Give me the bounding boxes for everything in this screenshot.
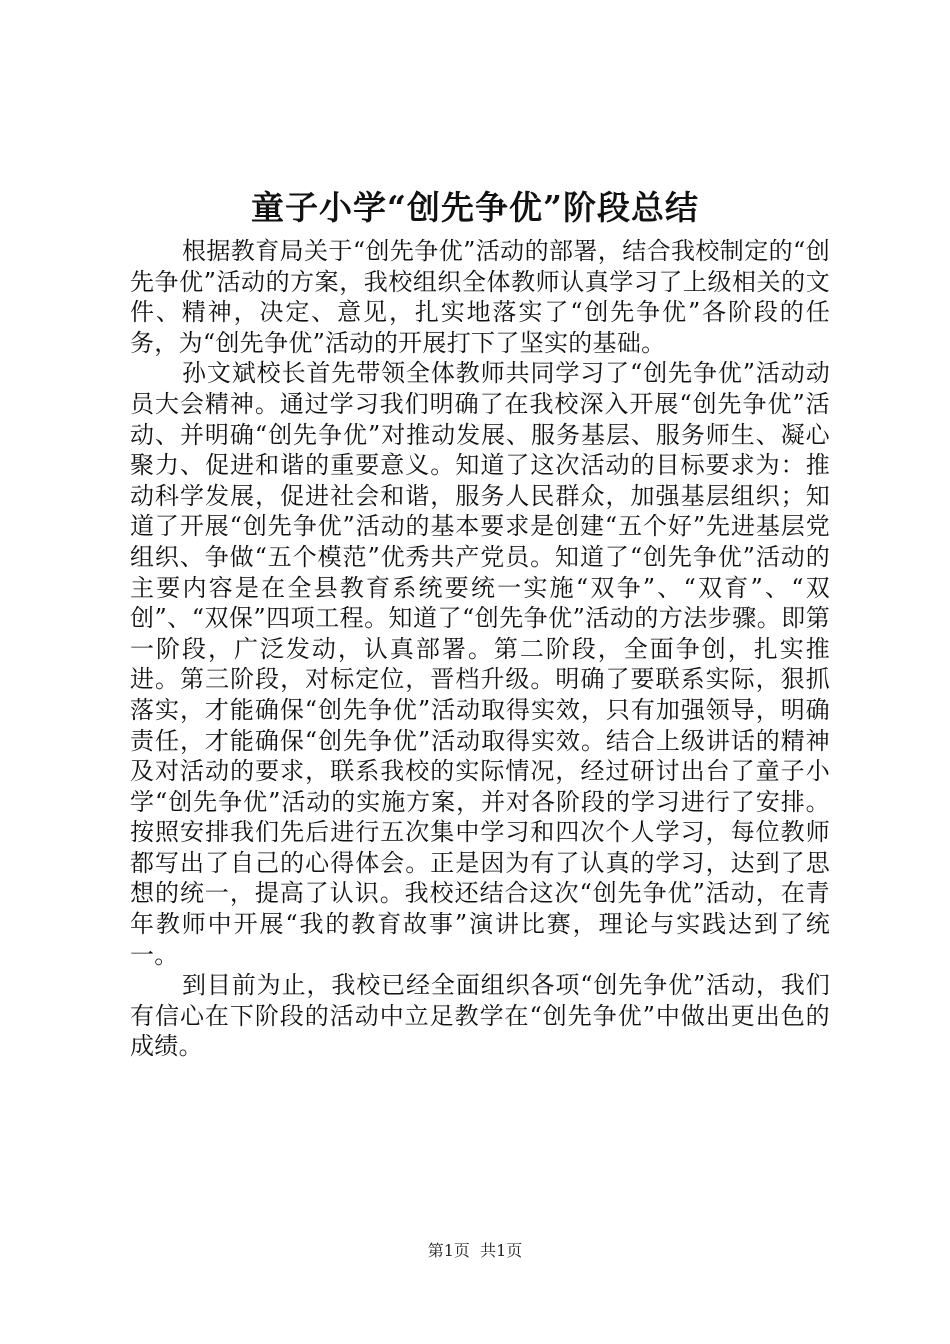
- page-number-label: 第1页 共1页: [427, 1241, 523, 1260]
- document-body: [130, 236, 830, 1062]
- page-footer: [0, 1240, 950, 1262]
- paragraph-3: 到目前为止，我校已经全面组织各项“创先争优”活动，我们有信心在下阶段的活动中立足教学在“创先争优”中做出更出色的成绩。: [130, 971, 830, 1061]
- document-title: 童子小学“创先争优”阶段总结: [251, 188, 699, 227]
- paragraph-2: 孙文斌校长首先带领全体教师共同学习了“创先争优”活动动员大会精神。通过学习我们明确了在我校深入开展“创先争优”活动、并明确“创先争优”对推动发展、服务基层、服务师生、凝心聚力、促进和谐的重要意义。知道了这次活动的目标要求为：推动科学发展，促进社会和谐，服务人民群众，加强基层组织；知道了开展“创先争优”活动的基本要求是创建“五个好”先进基层党组织、争做“五个模范”优秀共产党员。知道了“创先争优”活动的主要内容是在全县教育系统要统一实施“双争”、“双育”、“双创”、“双保”四项工程。知道了“创先争优”活动的方法步骤。即第一阶段，广泛发动，认真部署。第二阶段，全面争创，扎实推进。第三阶段，对标定位，晋档升级。明确了要联系实际，狠抓落实，才能确保“创先争优”活动取得实效，只有加强领导，明确责任，才能确保“创先争优”活动取得实效。结合上级讲话的精神及对活动的要求，联系我校的实际情况，经过研讨出台了童子小学“创先争优”活动的实施方案，并对各阶段的学习进行了安排。按照安排我们先后进行五次集中学习和四次个人学习，每位教师都写出了自己的心得体会。正是因为有了认真的学习，达到了思想的统一，提高了认识。我校还结合这次“创先争优”活动，在青年教师中开展“我的教育故事”演讲比赛，理论与实践达到了统一。: [130, 359, 830, 969]
- paragraph-1: 根据教育局关于“创先争优”活动的部署，结合我校制定的“创先争优”活动的方案，我校组织全体教师认真学习了上级相关的文件、精神，决定、意见，扎实地落实了“创先争优”各阶段的任务，为“创先争优”活动的开展打下了坚实的基础。: [130, 237, 830, 357]
